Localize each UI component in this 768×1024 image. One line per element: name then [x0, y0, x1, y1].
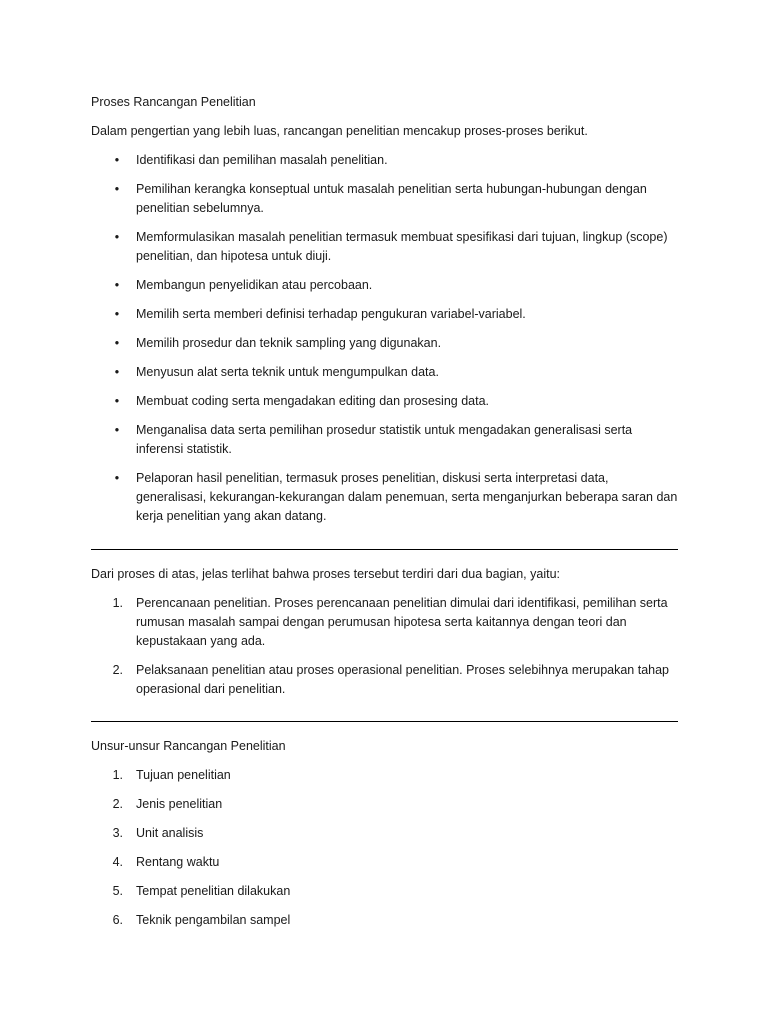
- list-item-text: Tujuan penelitian: [136, 768, 231, 782]
- bullet-marker: •: [114, 278, 120, 292]
- section-proses-rancangan: [91, 93, 681, 536]
- list-item-text: Menyusun alat serta teknik untuk mengumpulkan data.: [136, 365, 439, 379]
- list-item: [91, 795, 681, 814]
- list-item: [91, 305, 681, 324]
- list-item-text: Jenis penelitian: [136, 797, 223, 811]
- list-item-text: Pemilihan kerangka konseptual untuk masalah penelitian serta hubungan-hubungan dengan penelitian sebelumnya.: [136, 182, 647, 215]
- list-item-text: Identifikasi dan pemilihan masalah penelitian.: [136, 153, 388, 167]
- list-number: 1.: [112, 768, 123, 782]
- list-number: 5.: [112, 884, 123, 898]
- list-number: 1.: [112, 596, 123, 610]
- list-item-text: Membangun penyelidikan atau percobaan.: [136, 278, 373, 292]
- list-item-text: Pelaporan hasil penelitian, termasuk proses penelitian, diskusi serta interpretasi data, generalisasi, kekurangan-kekurangan dalam penemuan, serta menganjurkan beberapa saran dan kerja penelitian yang akan datang.: [136, 471, 678, 523]
- list-item-text: Membuat coding serta mengadakan editing dan prosesing data.: [136, 394, 490, 408]
- list-item-text: Memilih serta memberi definisi terhadap pengukuran variabel-variabel.: [136, 307, 526, 321]
- bullet-marker: •: [114, 471, 120, 485]
- list-item: [91, 853, 681, 872]
- list-item-text: Memilih prosedur dan teknik sampling yang digunakan.: [136, 336, 442, 350]
- process-bullet-list: [91, 151, 681, 526]
- section-title: Unsur-unsur Rancangan Penelitian: [91, 739, 286, 753]
- list-item-text: Tempat penelitian dilakukan: [136, 884, 291, 898]
- list-item-text: Menganalisa data serta pemilihan prosedur statistik untuk mengadakan generalisasi serta inferensi statistik.: [136, 423, 633, 456]
- list-item: [91, 228, 681, 266]
- list-number: 3.: [112, 826, 123, 840]
- list-number: 6.: [112, 913, 123, 927]
- list-number: 2.: [112, 797, 123, 811]
- list-item: [91, 421, 681, 459]
- list-item-text: Perencanaan penelitian. Proses perencanaan penelitian dimulai dari identifikasi, pemilihan serta rumusan masalah sampai dengan perumusan hipotesa serta kaitannya dengan teori dan kepustakaan yang ada.: [136, 596, 668, 648]
- list-item: [91, 824, 681, 843]
- list-item-text: Teknik pengambilan sampel: [136, 913, 291, 927]
- list-item-text: Unit analisis: [136, 826, 204, 840]
- list-item: [91, 392, 681, 411]
- list-item: [91, 276, 681, 295]
- list-item-text: Pelaksanaan penelitian atau proses operasional penelitian. Proses selebihnya merupakan tahap operasional dari penelitian.: [136, 663, 670, 696]
- bullet-marker: •: [114, 230, 120, 244]
- list-item: [91, 911, 681, 930]
- list-item: [91, 334, 681, 353]
- parts-numbered-list: [91, 594, 681, 699]
- section-title: Proses Rancangan Penelitian: [91, 95, 256, 109]
- bullet-marker: •: [114, 336, 120, 350]
- list-item: [91, 766, 681, 785]
- list-number: 4.: [112, 855, 123, 869]
- bullet-marker: •: [114, 394, 120, 408]
- list-item-text: Memformulasikan masalah penelitian termasuk membuat spesifikasi dari tujuan, lingkup (scope) penelitian, dan hipotesa untuk diuji.: [136, 230, 668, 263]
- list-item-text: Rentang waktu: [136, 855, 220, 869]
- list-item: [91, 661, 681, 699]
- horizontal-divider: [91, 549, 678, 550]
- bullet-marker: •: [114, 153, 120, 167]
- list-item: [91, 882, 681, 901]
- horizontal-divider: [91, 721, 678, 722]
- list-item: [91, 594, 681, 651]
- list-item: [91, 180, 681, 218]
- list-item: [91, 469, 681, 526]
- list-item: [91, 151, 681, 170]
- section-dua-bagian: [91, 565, 681, 709]
- bullet-marker: •: [114, 365, 120, 379]
- section-intro: Dalam pengertian yang lebih luas, rancangan penelitian mencakup proses-proses berikut.: [91, 124, 588, 138]
- bullet-marker: •: [114, 423, 120, 437]
- bullet-marker: •: [114, 182, 120, 196]
- bullet-marker: •: [114, 307, 120, 321]
- list-number: 2.: [112, 663, 123, 677]
- elements-numbered-list: [91, 766, 681, 930]
- list-item: [91, 363, 681, 382]
- section-intro: Dari proses di atas, jelas terlihat bahwa proses tersebut terdiri dari dua bagian, yaitu:: [91, 567, 561, 581]
- section-unsur-unsur: [91, 737, 681, 940]
